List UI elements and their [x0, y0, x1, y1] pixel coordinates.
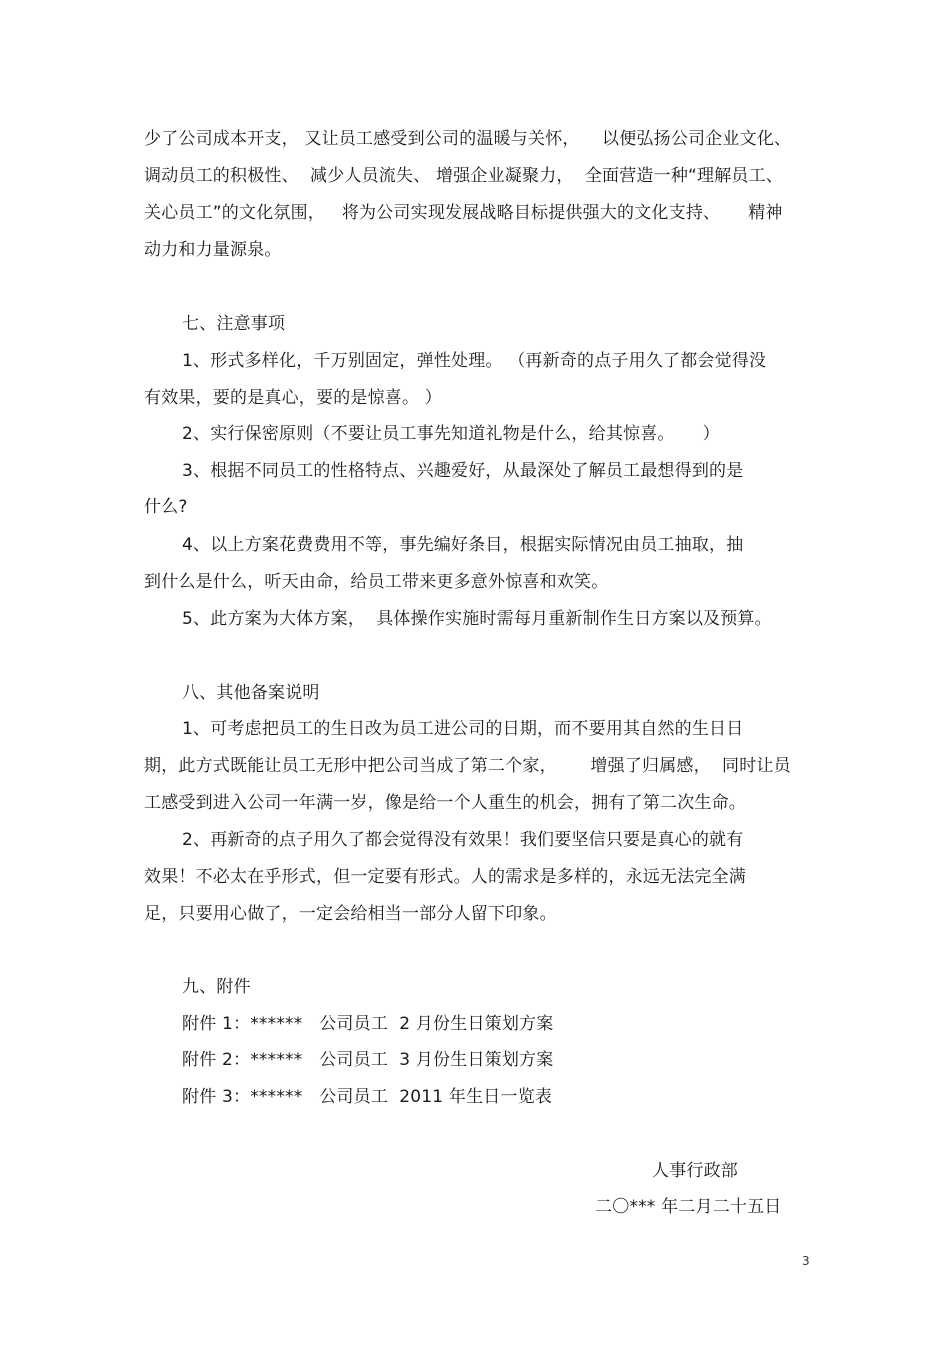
- attachment-item: 附件 1：****** 公司员工 2 月份生日策划方案: [182, 1014, 554, 1034]
- signature-department: 人事行政部: [652, 1161, 738, 1181]
- paragraph-line: 动力和力量源泉。: [144, 240, 282, 260]
- paragraph-line: 期，此方式既能让员工无形中把公司当成了第二个家， 增强了归属感， 同时让员: [144, 756, 791, 776]
- page-number: 3: [802, 1254, 810, 1268]
- paragraph-line: 少了公司成本开支， 又让员工感受到公司的温暖与关怀， 以便弘扬公司企业文化、: [144, 129, 792, 149]
- section-heading: 八、其他备案说明: [182, 683, 320, 703]
- paragraph-line: 1、可考虑把员工的生日改为员工进公司的日期，而不要用其自然的生日日: [182, 719, 744, 739]
- attachment-item: 附件 2：****** 公司员工 3 月份生日策划方案: [182, 1050, 554, 1070]
- paragraph-line: 4、以上方案花费费用不等，事先编好条目，根据实际情况由员工抽取，抽: [182, 535, 744, 555]
- paragraph-line: 1、形式多样化，千万别固定，弹性处理。 （再新奇的点子用久了都会觉得没: [182, 351, 767, 371]
- paragraph-line: 工感受到进入公司一年满一岁，像是给一个人重生的机会，拥有了第二次生命。: [144, 793, 746, 813]
- signature-date: 二〇*** 年二月二十五日: [595, 1197, 782, 1217]
- section-heading: 七、注意事项: [182, 314, 286, 334]
- section-heading: 九、附件: [182, 977, 251, 997]
- paragraph-line: 效果！不必太在乎形式，但一定要有形式。人的需求是多样的，永远无法完全满: [144, 867, 746, 887]
- paragraph-line: 到什么是什么，听天由命，给员工带来更多意外惊喜和欢笑。: [144, 572, 609, 592]
- paragraph-line: 足，只要用心做了，一定会给相当一部分人留下印象。: [144, 904, 557, 924]
- paragraph-line: 5、此方案为大体方案， 具体操作实施时需每月重新制作生日方案以及预算。: [182, 609, 772, 629]
- paragraph-line: 什么?: [144, 497, 188, 517]
- paragraph-line: 2、再新奇的点子用久了都会觉得没有效果！我们要坚信只要是真心的就有: [182, 830, 744, 850]
- attachment-item: 附件 3：****** 公司员工 2011 年生日一览表: [182, 1087, 553, 1107]
- paragraph-line: 2、实行保密原则（不要让员工事先知道礼物是什么，给其惊喜。 ）: [182, 424, 720, 444]
- paragraph-line: 3、根据不同员工的性格特点、兴趣爱好，从最深处了解员工最想得到的是: [182, 461, 744, 481]
- paragraph-line: 关心员工”的文化氛围， 将为公司实现发展战略目标提供强大的文化支持、 精神: [144, 203, 783, 223]
- paragraph-line: 有效果，要的是真心，要的是惊喜。 ）: [144, 388, 443, 408]
- paragraph-line: 调动员工的积极性、 减少人员流失、 增强企业凝聚力， 全面营造一种“理解员工、: [144, 166, 784, 186]
